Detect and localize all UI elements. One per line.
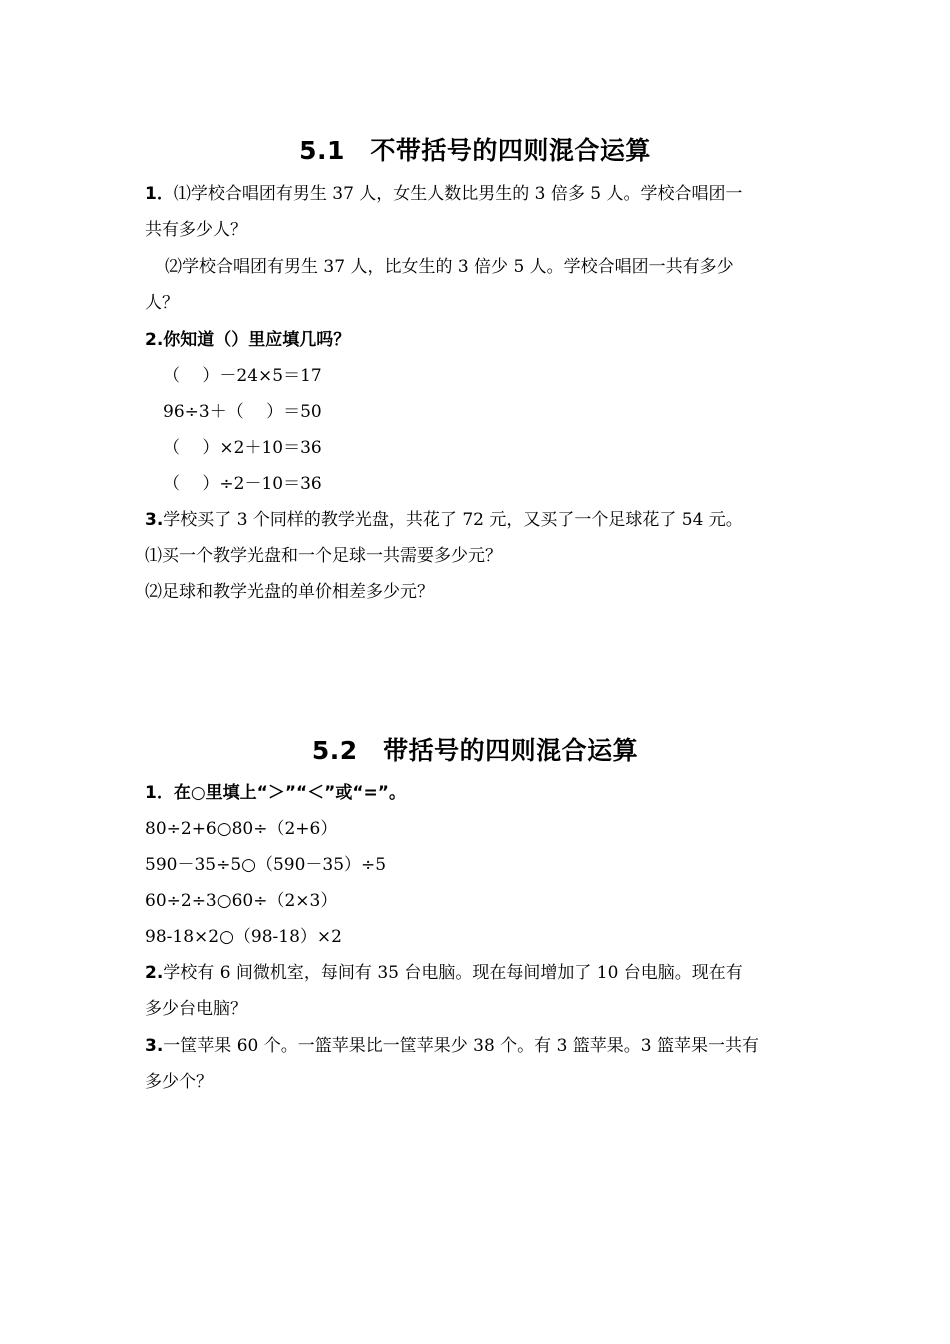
s1-q1-part2-line2: 人？ [145, 293, 179, 313]
section-title-5-1: 5.1 不带括号的四则混合运算 [299, 136, 651, 165]
s2-q1-item-4: 98-18×2○（98-18）×2 [145, 927, 342, 947]
s2-q1-heading: 1．在○里填上“＞”“＜”或“=”。 [145, 783, 406, 803]
section-title-5-2: 5.2 带括号的四则混合运算 [311, 736, 639, 765]
s1-q1-part1-line2: 共有多少人？ [145, 220, 247, 240]
s2-q1-item-2: 590－35÷5○（590－35）÷5 [145, 855, 387, 875]
s1-q2-item-4: （ ）÷2－10＝36 [163, 474, 322, 494]
s1-q3-sub2: ⑵足球和教学光盘的单价相差多少元？ [145, 582, 434, 602]
s1-q1-part1-text: ⑴学校合唱团有男生 37 人，女生人数比男生的 3 倍多 5 人。学校合唱团一 [173, 184, 743, 204]
s2-q2-text: 学校有 6 间微机室，每间有 35 台电脑。现在每间增加了 10 台电脑。现在有 [163, 963, 743, 983]
s1-q2-item-3: （ ）×2＋10＝36 [163, 438, 322, 458]
s1-q1-part2-line1: ⑵学校合唱团有男生 37 人，比女生的 3 倍少 5 人。学校合唱团一共有多少 [165, 257, 734, 277]
s2-q2-line1 [145, 961, 743, 985]
s1-q3-line [145, 508, 743, 532]
s2-q3-text: 一筐苹果 60 个。一篮苹果比一筐苹果少 38 个。有 3 篮苹果。3 篮苹果一共有 [163, 1036, 760, 1056]
s2-q2-line2: 多少台电脑？ [145, 999, 247, 1019]
s1-q2-heading: 2.你知道（）里应填几吗？ [145, 330, 351, 350]
s2-q1-item-3: 60÷2÷3○60÷（2×3） [145, 891, 338, 911]
s1-q2-item-2: 96÷3＋（ ）＝50 [163, 402, 322, 422]
s1-q3-text: 学校买了 3 个同样的教学光盘，共花了 72 元，又买了一个足球花了 54 元。 [163, 510, 743, 530]
s1-q1-line1 [145, 182, 743, 206]
s2-q2-number: 2. [145, 963, 164, 983]
s2-q3-number: 3. [145, 1036, 164, 1056]
s1-q2-item-1: （ ）－24×5＝17 [163, 366, 322, 386]
s2-q1-item-1: 80÷2+6○80÷（2+6） [145, 819, 338, 839]
s1-q1-number: 1． [145, 184, 174, 204]
s2-q3-line2: 多少个？ [145, 1072, 213, 1092]
s2-q3-line1 [145, 1034, 759, 1058]
s1-q3-sub1: ⑴买一个教学光盘和一个足球一共需要多少元？ [145, 546, 502, 566]
s1-q3-number: 3. [145, 510, 164, 530]
